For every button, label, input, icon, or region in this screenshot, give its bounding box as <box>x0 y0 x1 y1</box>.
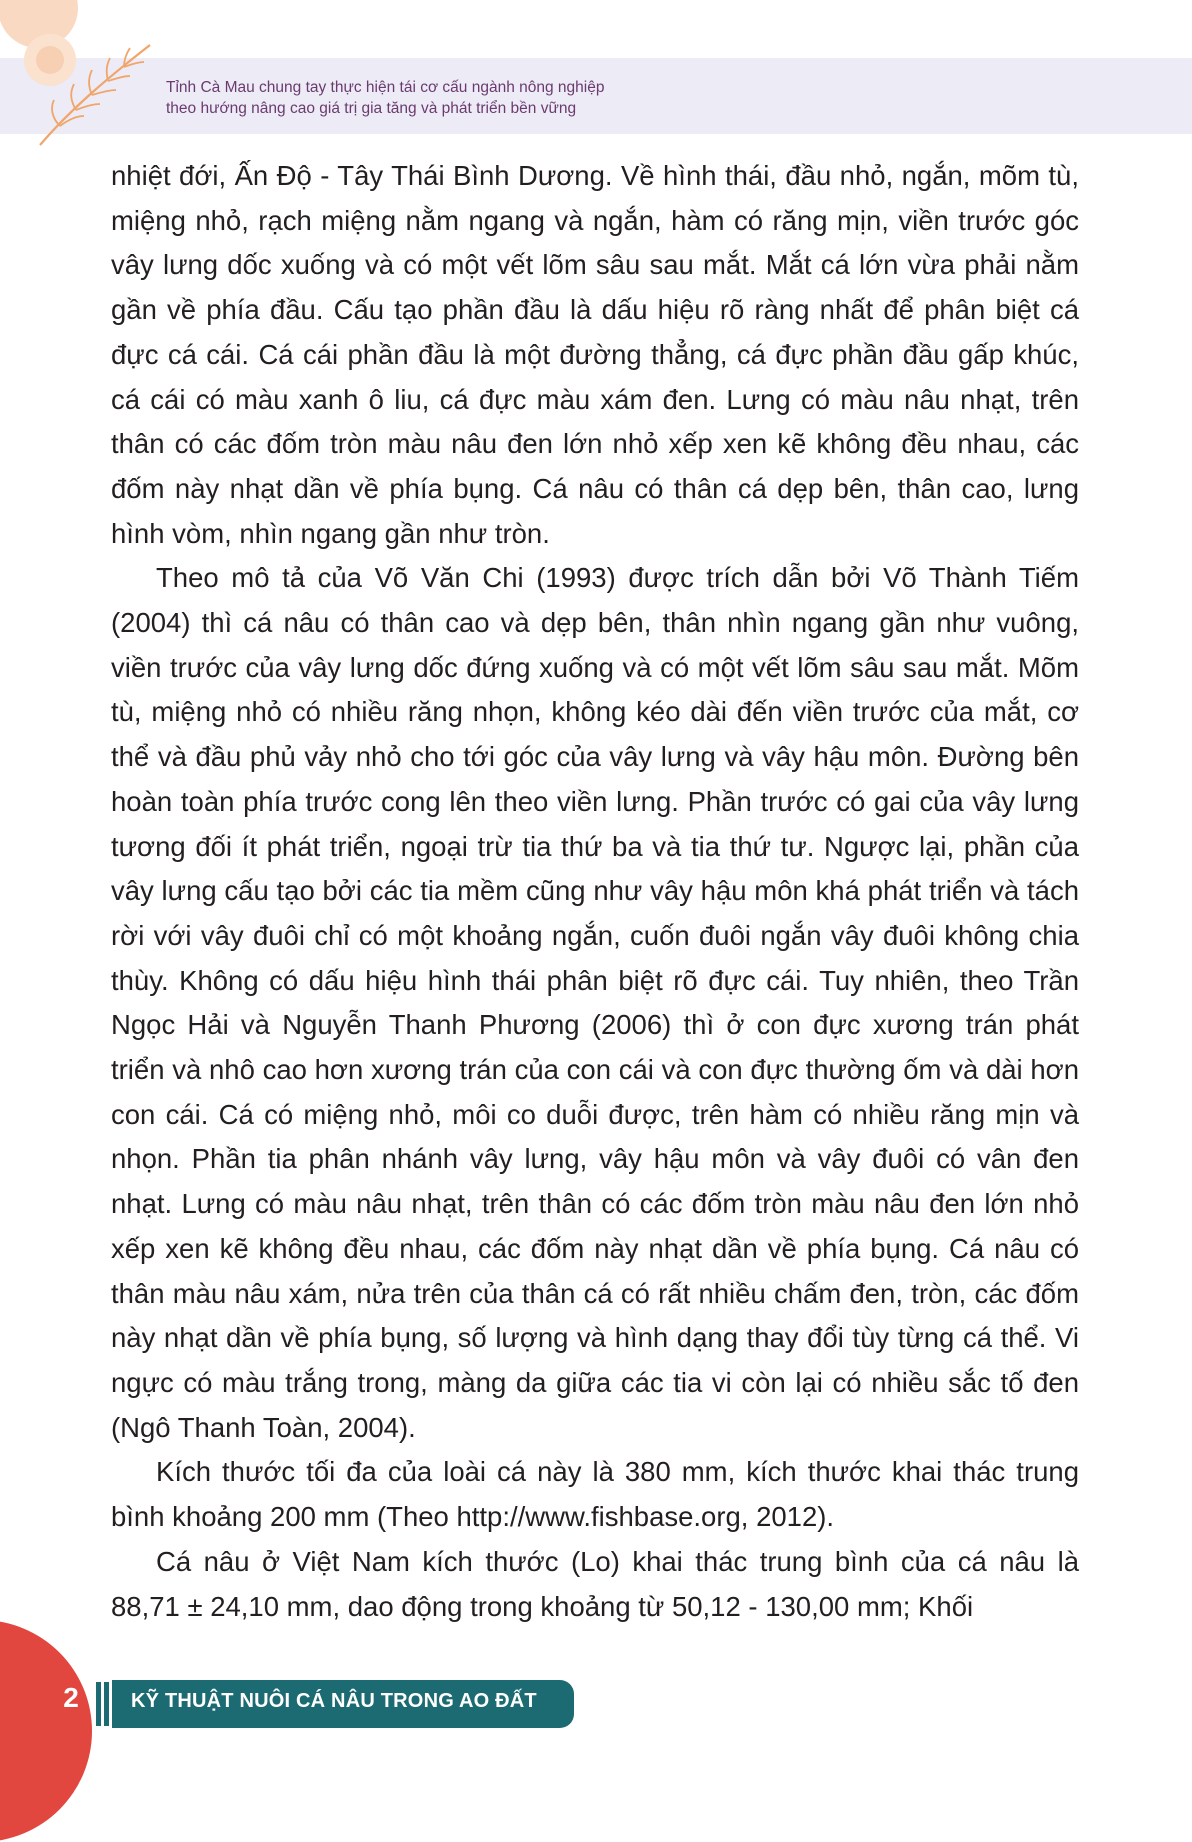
header-line-1: Tỉnh Cà Mau chung tay thực hiện tái cơ cấu ngành nông nghiệp <box>166 79 605 96</box>
leaf-decoration-icon <box>0 0 170 150</box>
body-text <box>111 154 1079 1629</box>
footer-separator-2 <box>104 1682 109 1726</box>
paragraph-3: Kích thước tối đa của loài cá này là 380 mm, kích thước khai thác trung bình khoảng 200 mm (Theo http://www.fishbase.org, 2012). <box>111 1456 1079 1533</box>
page-number: 2 <box>63 1682 79 1713</box>
paragraph-2: Theo mô tả của Võ Văn Chi (1993) được trích dẫn bởi Võ Thành Tiếm (2004) thì cá nâu có thân cao và dẹp bên, thân nhìn ngang gần như vuông, viền trước của vây lưng dốc đứng xuống và có một vết lõm sâu sau mắt. Mõm tù, miệng nhỏ có nhiều răng nhọn, không kéo dài đến viền trước của mắt, cơ thể và đầu phủ vảy nhỏ cho tới góc của vây lưng và vây hậu môn. Đường bên hoàn toàn phía trước cong lên theo viền lưng. Phần trước có gai của vây lưng tương đối ít phát triển, ngoại trừ tia thứ ba và tia thứ tư. Ngược lại, phần của vây lưng cấu tạo bởi các tia mềm cũng như vây hậu môn khá phát triển và tách rời với vây đuôi chỉ có một khoảng ngắn, cuốn đuôi ngắn vây đuôi không chia thùy. Không có dấu hiệu hình thái phân biệt rõ đực cái. Tuy nhiên, theo Trần Ngọc Hải và Nguyễn Thanh Phương (2006) thì ở con đực xương trán phát triển và nhô cao hơn xương trán của con cái và con đực thường ốm và dài hơn con cái. Cá có miệng nhỏ, môi co duỗi được, trên hàm có nhiều răng mịn và nhọn. Phần tia phân nhánh vây lưng, vây hậu môn và vây đuôi có vân đen nhạt. Lưng có màu nâu nhạt, trên thân có các đốm tròn màu nâu đen lớn nhỏ xếp xen kẽ không đều nhau, các đốm này nhạt dần về phía bụng. Cá nâu có thân màu nâu xám, nửa trên của thân cá có rất nhiều chấm đen, tròn, các đốm này nhạt dần về phía bụng, số lượng và hình dạng thay đổi tùy từng cá thể. Vi ngực có màu trắng trong, màng da giữa các tia vi còn lại có nhiều sắc tố đen (Ngô Thanh Toàn, 2004). <box>111 562 1079 1443</box>
header-line-2: theo hướng nâng cao giá trị gia tăng và phát triển bền vững <box>166 100 577 117</box>
paragraph-1: nhiệt đới, Ấn Độ - Tây Thái Bình Dương. Về hình thái, đầu nhỏ, ngắn, mõm tù, miệng nhỏ, rạch miệng nằm ngang và ngắn, hàm có răng mịn, viền trước góc vây lưng dốc xuống và có một vết lõm sâu sau mắt. Mắt cá lớn vừa phải nằm gần về phía đầu. Cấu tạo phần đầu là dấu hiệu rõ ràng nhất để phân biệt cá đực cá cái. Cá cái phần đầu là một đường thẳng, cá đực phần đầu gấp khúc, cá cái có màu xanh ô liu, cá đực màu xám đen. Lưng có màu nâu nhạt, trên thân có các đốm tròn màu nâu đen lớn nhỏ xếp xen kẽ không đều nhau, các đốm này nhạt dần về phía bụng. Cá nâu có thân cá dẹp bên, thân cao, lưng hình vòm, nhìn ngang gần như tròn. <box>111 160 1079 549</box>
paragraph-4: Cá nâu ở Việt Nam kích thước (Lo) khai thác trung bình của cá nâu là 88,71 ± 24,10 mm, dao động trong khoảng từ 50,12 - 130,00 mm; Khối <box>111 1545 1079 1622</box>
running-header <box>166 77 866 119</box>
footer-separator-1 <box>96 1682 101 1726</box>
book-title: KỸ THUẬT NUÔI CÁ NÂU TRONG AO ĐẤT <box>131 1690 537 1712</box>
page-number-circle <box>0 1620 92 1842</box>
